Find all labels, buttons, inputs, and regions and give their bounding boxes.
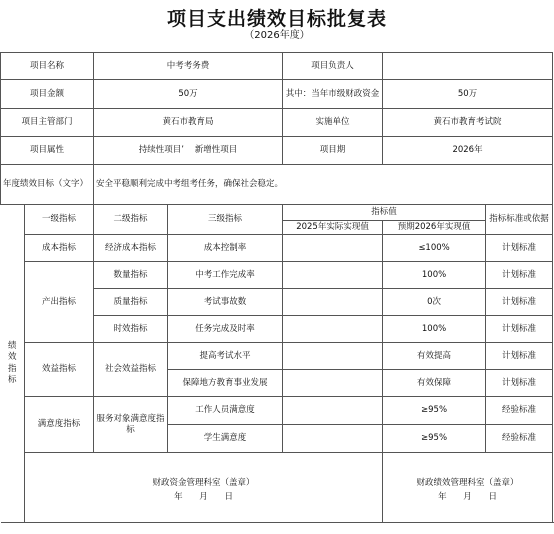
signature-left-date: 年 月 日 bbox=[174, 491, 233, 502]
row-signatures bbox=[1, 453, 553, 523]
satisfaction-standard-1: 经验标准 bbox=[486, 397, 553, 425]
benefit-level1: 效益指标 bbox=[25, 343, 94, 397]
attr-value: 持续性项目’ 新增性项目 bbox=[94, 137, 283, 165]
benefit-actual-2025-1 bbox=[283, 343, 383, 370]
benefit-level2: 社会效益指标 bbox=[94, 343, 168, 397]
benefit-expected-2026-2: 有效保障 bbox=[383, 370, 486, 397]
benefit-expected-2026-1: 有效提高 bbox=[383, 343, 486, 370]
benefit-level3-1: 提高考试水平 bbox=[168, 343, 283, 370]
quantity-standard: 计划标准 bbox=[486, 262, 553, 289]
quality-level2: 质量指标 bbox=[94, 289, 168, 316]
quantity-level2: 数量指标 bbox=[94, 262, 168, 289]
header-value-group: 指标值 bbox=[283, 205, 486, 221]
row-benefit-1 bbox=[1, 343, 553, 370]
row-dept bbox=[1, 109, 553, 137]
satisfaction-level3-2: 学生满意度 bbox=[168, 425, 283, 453]
signature-left bbox=[25, 453, 383, 523]
header-level1: 一级指标 bbox=[25, 205, 94, 235]
cost-actual-2025 bbox=[283, 235, 383, 262]
row-project-name bbox=[1, 53, 553, 80]
row-goal bbox=[1, 165, 553, 205]
timeliness-level2: 时效指标 bbox=[94, 316, 168, 343]
row-output-quantity bbox=[1, 262, 553, 289]
header-level3: 三级指标 bbox=[168, 205, 283, 235]
header-expected-2026: 预期2026年实现值 bbox=[383, 221, 486, 235]
fiscal-label: 其中：当年市级财政资金 bbox=[283, 80, 383, 109]
satisfaction-level1: 满意度指标 bbox=[25, 397, 94, 453]
quality-actual-2025 bbox=[283, 289, 383, 316]
form-title: 项目支出绩效目标批复表 bbox=[166, 8, 387, 30]
period-value: 2026年 bbox=[383, 137, 553, 165]
fiscal-value: 50万 bbox=[383, 80, 553, 109]
goal-text: 安全平稳顺利完成中考组考任务，确保社会稳定。 bbox=[94, 165, 553, 205]
impl-label: 实施单位 bbox=[283, 109, 383, 137]
header-standard: 指标标准或依据 bbox=[486, 205, 553, 235]
timeliness-actual-2025 bbox=[283, 316, 383, 343]
output-level1: 产出指标 bbox=[25, 262, 94, 343]
attr-label: 项目属性 bbox=[1, 137, 94, 165]
row-header-1 bbox=[1, 205, 553, 221]
period-label: 项目期 bbox=[283, 137, 383, 165]
quantity-expected-2026: 100% bbox=[383, 262, 486, 289]
quality-standard: 计划标准 bbox=[486, 289, 553, 316]
row-amount bbox=[1, 80, 553, 109]
satisfaction-actual-2025-1 bbox=[283, 397, 383, 425]
timeliness-expected-2026: 100% bbox=[383, 316, 486, 343]
satisfaction-level2: 服务对象满意度指标 bbox=[94, 397, 168, 453]
quality-level3: 考试事故数 bbox=[168, 289, 283, 316]
row-cost bbox=[1, 235, 553, 262]
satisfaction-actual-2025-2 bbox=[283, 425, 383, 453]
timeliness-standard: 计划标准 bbox=[486, 316, 553, 343]
benefit-standard-2: 计划标准 bbox=[486, 370, 553, 397]
timeliness-level3: 任务完成及时率 bbox=[168, 316, 283, 343]
approval-table bbox=[0, 52, 553, 523]
goal-label: 年度绩效目标（文字） bbox=[1, 165, 94, 205]
project-name-label: 项目名称 bbox=[1, 53, 94, 80]
performance-side-label: 绩效指标 bbox=[1, 205, 25, 523]
benefit-actual-2025-2 bbox=[283, 370, 383, 397]
amount-value: 50万 bbox=[94, 80, 283, 109]
satisfaction-expected-2026-2: ≥95% bbox=[383, 425, 486, 453]
quantity-actual-2025 bbox=[283, 262, 383, 289]
benefit-standard-1: 计划标准 bbox=[486, 343, 553, 370]
dept-label: 项目主管部门 bbox=[1, 109, 94, 137]
row-attr bbox=[1, 137, 553, 165]
project-name-value: 中考考务费 bbox=[94, 53, 283, 80]
impl-value: 黄石市教育考试院 bbox=[383, 109, 553, 137]
header-level2: 二级指标 bbox=[94, 205, 168, 235]
quantity-level3: 中考工作完成率 bbox=[168, 262, 283, 289]
row-satisfaction-1 bbox=[1, 397, 553, 425]
satisfaction-level3-1: 工作人员满意度 bbox=[168, 397, 283, 425]
signature-right-date: 年 月 日 bbox=[438, 491, 497, 502]
cost-level1: 成本指标 bbox=[25, 235, 94, 262]
satisfaction-standard-2: 经验标准 bbox=[486, 425, 553, 453]
satisfaction-expected-2026-1: ≥95% bbox=[383, 397, 486, 425]
cost-level2: 经济成本指标 bbox=[94, 235, 168, 262]
quality-expected-2026: 0次 bbox=[383, 289, 486, 316]
amount-label: 项目金额 bbox=[1, 80, 94, 109]
cost-level3: 成本控制率 bbox=[168, 235, 283, 262]
benefit-level3-2: 保障地方教育事业发展 bbox=[168, 370, 283, 397]
signature-left-label: 财政资金管理科室（盖章） bbox=[152, 478, 255, 488]
signature-right bbox=[383, 453, 553, 523]
cost-standard: 计划标准 bbox=[486, 235, 553, 262]
project-owner-label: 项目负责人 bbox=[283, 53, 383, 80]
cost-expected-2026: ≤100% bbox=[383, 235, 486, 262]
form-year: （2026年度） bbox=[244, 30, 310, 41]
header-actual-2025: 2025年实际实现值 bbox=[283, 221, 383, 235]
dept-value: 黄石市教育局 bbox=[94, 109, 283, 137]
project-owner-value bbox=[383, 53, 553, 80]
signature-right-label: 财政绩效管理科室（盖章） bbox=[416, 478, 519, 488]
